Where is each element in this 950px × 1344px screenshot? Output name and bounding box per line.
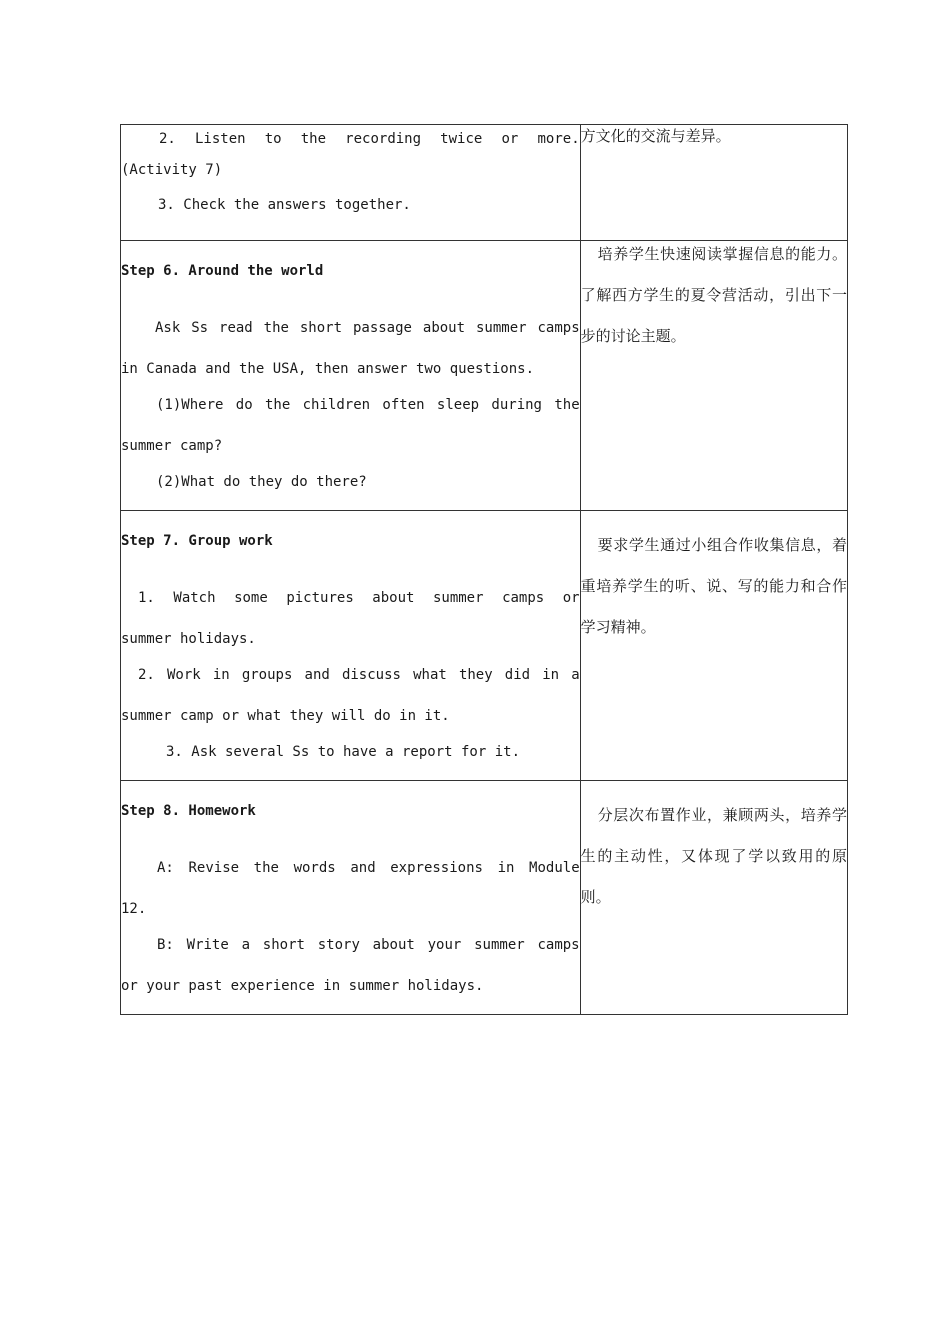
activity-line: 2. Listen to the recording twice or more. — [159, 131, 580, 147]
activity-cell — [121, 125, 581, 241]
step-heading: Step 8. Homework — [121, 803, 256, 819]
activity-cell — [121, 241, 581, 511]
activity-line: summer camp or what they will do in it. — [121, 708, 450, 724]
table-row — [121, 781, 848, 1015]
purpose-text: 要求学生通过小组合作收集信息，着重培养学生的听、说、写的能力和合作学习精神。 — [580, 536, 847, 636]
lesson-plan-table — [120, 124, 848, 1015]
activity-cell — [121, 781, 581, 1015]
activity-cell — [121, 511, 581, 781]
activity-line: (2)What do they do there? — [156, 474, 367, 490]
purpose-text: 培养学生快速阅读掌握信息的能力。了解西方学生的夏令营活动，引出下一步的讨论主题。 — [580, 245, 847, 345]
activity-line: Ask Ss read the short passage about summer camps — [155, 320, 580, 336]
purpose-cell — [580, 511, 847, 781]
purpose-cell — [580, 241, 847, 511]
step-heading: Step 7. Group work — [121, 533, 273, 549]
table-row — [121, 125, 848, 241]
purpose-text: 分层次布置作业，兼顾两头，培养学生的主动性，又体现了学以致用的原则。 — [580, 806, 847, 906]
activity-line: or your past experience in summer holidays. — [121, 978, 484, 994]
activity-line: summer holidays. — [121, 631, 256, 647]
activity-line: summer camp? — [121, 438, 223, 454]
activity-line: in Canada and the USA, then answer two questions. — [121, 361, 535, 377]
table-row — [121, 511, 848, 781]
activity-line: 3. Check the answers together. — [158, 197, 411, 213]
activity-line: (1)Where do the children often sleep during the — [156, 397, 580, 413]
activity-line: B: Write a short story about your summer camps — [157, 937, 580, 953]
activity-line: (Activity 7) — [121, 162, 223, 178]
table-row — [121, 241, 848, 511]
activity-line: 12. — [121, 901, 147, 917]
purpose-cell — [580, 125, 847, 241]
purpose-cell — [580, 781, 847, 1015]
step-heading: Step 6. Around the world — [121, 263, 324, 279]
activity-line: A: Revise the words and expressions in Module — [157, 860, 580, 876]
activity-line: 3. Ask several Ss to have a report for it. — [166, 744, 521, 760]
activity-line: 2. Work in groups and discuss what they did in a — [138, 667, 580, 683]
purpose-text: 方文化的交流与差异。 — [580, 127, 731, 145]
activity-line: 1. Watch some pictures about summer camps or — [138, 590, 580, 606]
